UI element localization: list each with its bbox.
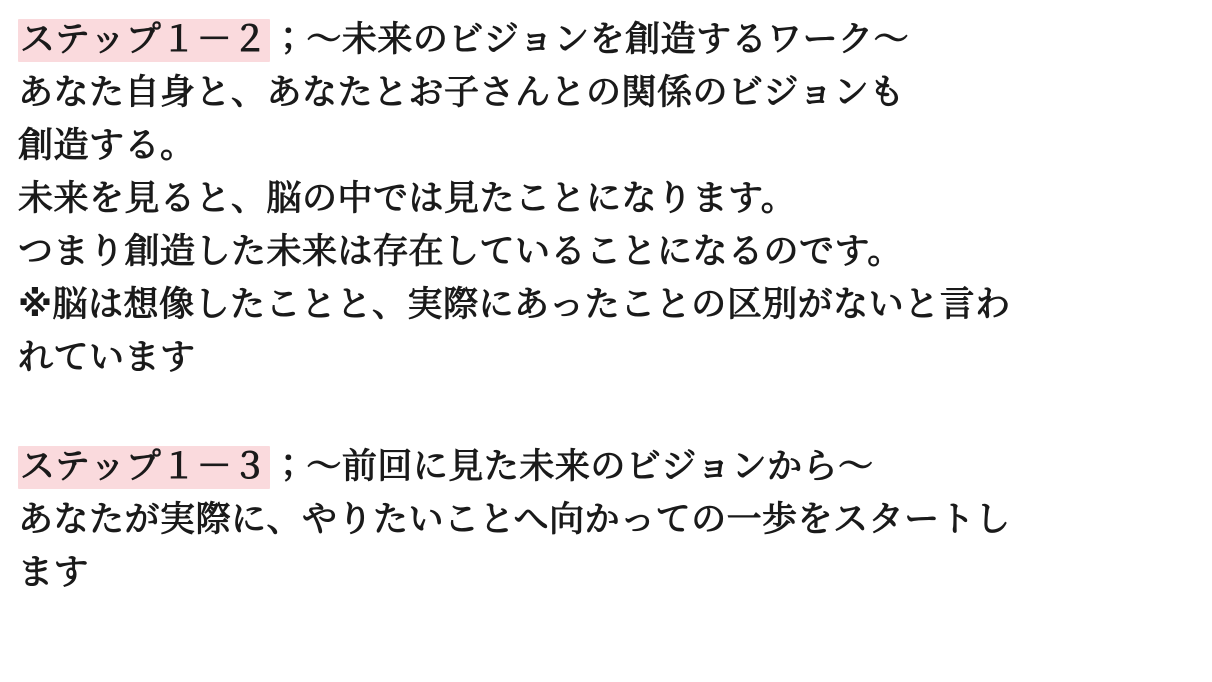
body-line: 未来を見ると、脳の中では見たことになります。 [18,179,797,219]
body-line: つまり創造した未来は存在していることになるのです。 [18,232,903,272]
heading-rest-step-1-3: ；〜前回に見た未来のビジョンから〜 [270,447,874,487]
heading-step-1-2 [18,14,1196,67]
body-line: ます [18,553,90,593]
heading-highlight-step-1-3: ステップ１－３ [20,447,268,487]
body-line: 創造する。 [18,126,196,166]
heading-step-1-3 [18,441,1196,494]
body-line: れています [18,338,196,378]
heading-highlight-step-1-2: ステップ１－２ [20,20,268,60]
text-block-step-1-2 [18,14,1196,385]
heading-rest-step-1-2: ；〜未来のビジョンを創造するワーク〜 [270,20,910,60]
body-line: あなた自身と、あなたとお子さんとの関係のビジョンも [18,73,905,113]
body-line: ※脳は想像したことと、実際にあったことの区別がないと言わ [18,285,1011,325]
text-block-step-1-3 [18,441,1196,600]
body-line: あなたが実際に、やりたいことへ向かっての一歩をスタートし [18,500,1011,540]
